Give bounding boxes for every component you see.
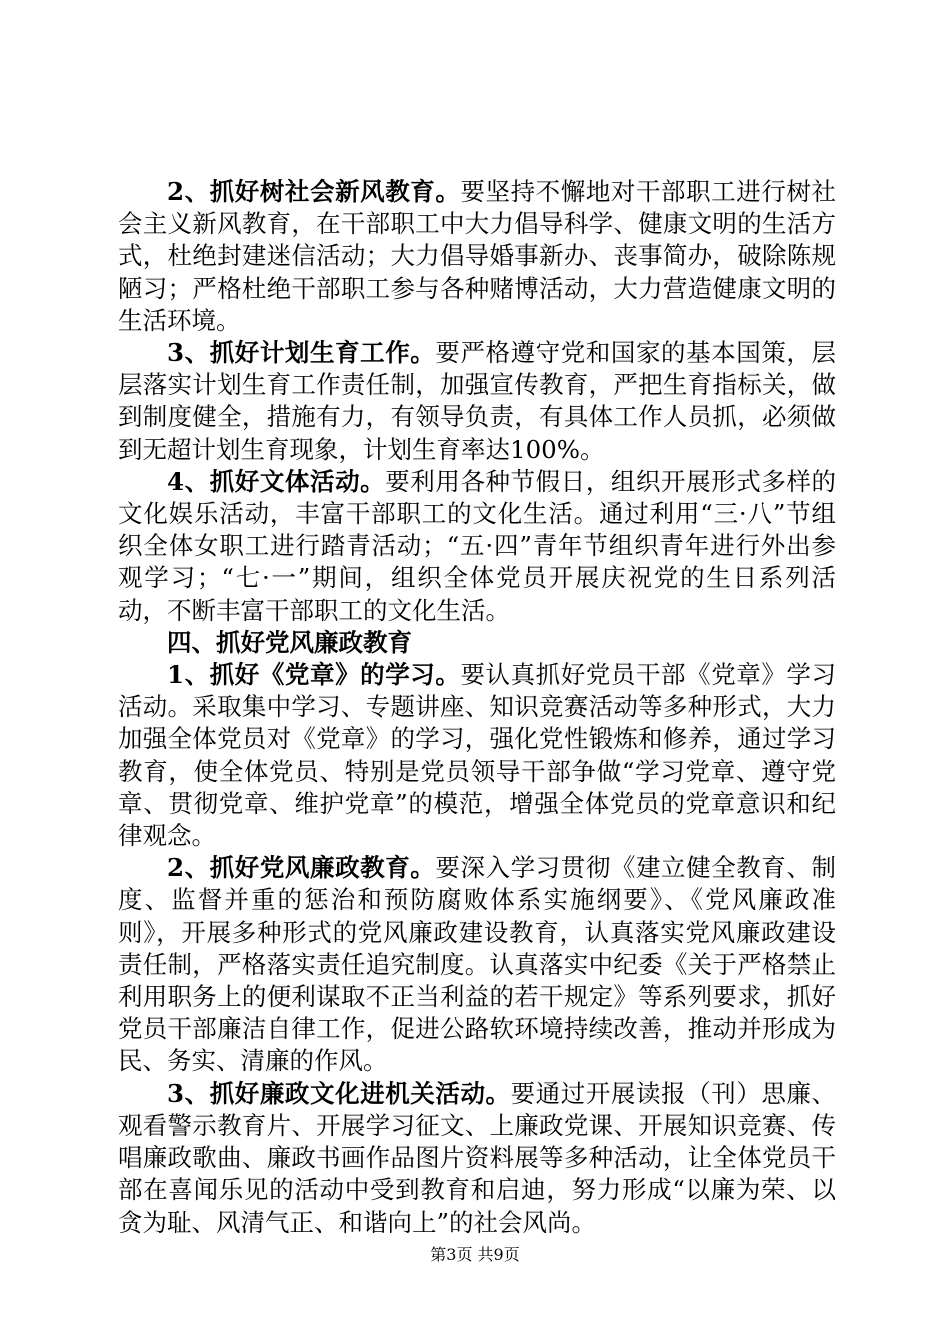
paragraph-recreation [118, 466, 836, 627]
document-body [118, 176, 836, 1239]
paragraph-text: 要坚持不懈地对干部职工进行树社会主义新风教育，在干部职工中大力倡导科学、健康文明的生活方式，杜绝封建迷信活动；大力倡导婚事新办、丧事简办，破除陈规陋习；严格杜绝干部职工参与各种赌博活动，大力营造健康文明的生活环境。 [118, 177, 837, 335]
paragraph-heading: 2、抓好党风廉政教育。 [167, 853, 436, 883]
paragraph-party-constitution [118, 659, 836, 852]
paragraph-clean-governance [118, 852, 836, 1077]
paragraph-text: 要利用各种节假日，组织开展形式多样的文化娱乐活动，丰富干部职工的文化生活。通过利用“三·八”节组织全体女职工进行踏青活动；“五·四”青年节组织青年进行外出参观学习；“七·一”期间，组织全体党员开展庆祝党的生日系列活动，不断丰富干部职工的文化生活。 [118, 466, 837, 625]
paragraph-heading: 1、抓好《党章》的学习。 [167, 660, 461, 690]
paragraph-text: 要深入学习贯彻《建立健全教育、制度、监督并重的惩治和预防腐败体系实施纲要》、《党风廉政准则》，开展多种形式的党风廉政建设教育，认真落实党风廉政建设责任制，严格落实责任追究制度。认真落实中纪委《关于严格禁止利用职务上的便利谋取不正当利益的若干规定》等系列要求，抓好党员干部廉洁自律工作，促进公路软环境持续改善，推动并形成为民、务实、清廉的作风。 [118, 853, 837, 1076]
page-footer: 第3页 共9页 [430, 1245, 520, 1264]
section-title: 四、抓好党风廉政教育 [167, 627, 412, 657]
paragraph-heading: 3、抓好计划生育工作。 [167, 338, 436, 368]
paragraph-heading: 3、抓好廉政文化进机关活动。 [167, 1078, 511, 1108]
paragraph-heading: 4、抓好文体活动。 [167, 466, 386, 496]
paragraph-social-customs [118, 176, 836, 337]
paragraph-text: 要通过开展读报（刊）思廉、观看警示教育片、开展学习征文、上廉政党课、开展知识竞赛、传唱廉政歌曲、廉政书画作品图片资料展等多种活动，让全体党员干部在喜闻乐见的活动中受到教育和启迪，努力形成“以廉为荣、以贪为耻、风清气正、和谐向上”的社会风尚。 [118, 1078, 837, 1237]
paragraph-text: 要严格遵守党和国家的基本国策，层层落实计划生育工作责任制，加强宣传教育，严把生育指标关，做到制度健全，措施有力，有领导负责，有具体工作人员抓，必须做到无超计划生育现象，计划生育率达100%。 [118, 338, 837, 464]
paragraph-family-planning [118, 337, 836, 466]
paragraph-heading: 2、抓好树社会新风教育。 [167, 177, 461, 206]
paragraph-integrity-culture [118, 1078, 836, 1239]
paragraph-text: 要认真抓好党员干部《党章》学习活动。采取集中学习、专题讲座、知识竞赛活动等多种形式，大力加强全体党员对《党章》的学习，强化党性锻炼和修养，通过学习教育，使全体党员、特别是党员领导干部争做“学习党章、遵守党章、贯彻党章、维护党章”的模范，增强全体党员的党章意识和纪律观念。 [118, 660, 837, 851]
